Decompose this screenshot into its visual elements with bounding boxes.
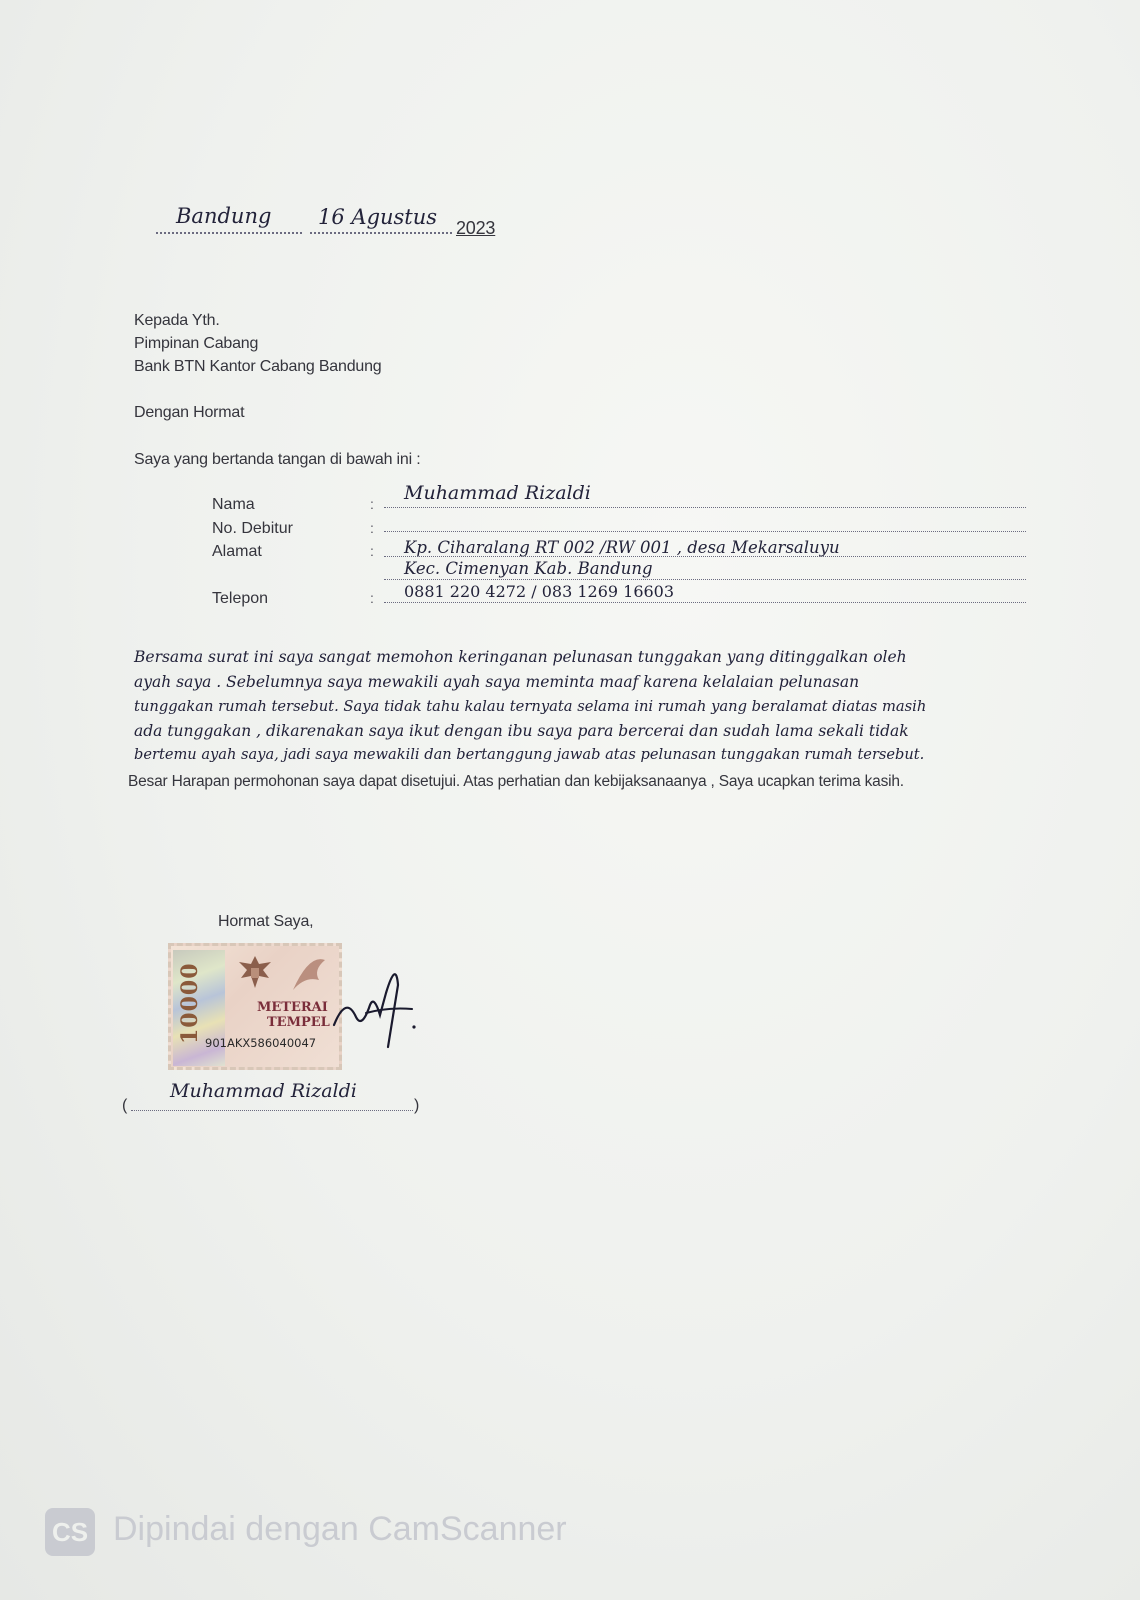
signature-open-paren: ( xyxy=(122,1097,128,1114)
field-label-no-debitur: No. Debitur xyxy=(212,520,293,537)
city-dotted-line xyxy=(156,232,302,234)
header-year: 2023 xyxy=(456,218,496,238)
recipient-line-1: Kepada Yth. xyxy=(134,312,220,329)
stamp-text-1: METERAI xyxy=(257,1000,328,1015)
body-line-4: ada tunggakan , dikarenakan saya ikut dengan ibu saya para bercerai dan sudah lama sekali tidak xyxy=(134,722,909,740)
body-line-3: tunggakan rumah tersebut. Saya tidak tahu kalau ternyata selama ini rumah yang beralamat diatas masih xyxy=(134,698,927,715)
closing-line: Besar Harapan permohonan saya dapat disetujui. Atas perhatian dan kebijaksanaanya , Saya ucapkan terima kasih. xyxy=(128,773,904,790)
field-colon: : xyxy=(370,543,374,559)
field-value-alamat-2: Kec. Cimenyan Kab. Bandung xyxy=(404,559,653,578)
garuda-emblem-icon xyxy=(233,952,277,996)
stamp-serial: 901AKX586040047 xyxy=(205,1036,317,1050)
field-label-nama: Nama xyxy=(212,496,255,513)
field-line-nama xyxy=(384,507,1026,508)
greeting: Dengan Hormat xyxy=(134,404,245,421)
field-line-alamat-2 xyxy=(384,579,1026,580)
field-colon: : xyxy=(370,520,374,536)
recipient-line-3: Bank BTN Kantor Cabang Bandung xyxy=(134,358,382,375)
body-line-2: ayah saya . Sebelumnya saya mewakili ayah saya meminta maaf karena kelalaian pelunasan xyxy=(134,673,860,691)
ornament-icon xyxy=(289,950,329,994)
stamp-value: 10000 xyxy=(177,962,203,1044)
signature-salutation: Hormat Saya, xyxy=(218,913,314,930)
intro: Saya yang bertanda tangan di bawah ini : xyxy=(134,451,421,468)
header-date: 16 Agustus xyxy=(318,205,438,229)
field-label-telepon: Telepon xyxy=(212,590,269,607)
signature-close-paren: ) xyxy=(414,1097,420,1114)
camscanner-logo-icon xyxy=(45,1508,95,1556)
signature-name: Muhammad Rizaldi xyxy=(170,1080,357,1102)
body-line-1: Bersama surat ini saya sangat memohon keringanan pelunasan tunggakan yang ditinggalkan oleh xyxy=(134,648,907,666)
signature-scribble xyxy=(326,955,436,1055)
recipient-line-2: Pimpinan Cabang xyxy=(134,335,259,352)
field-label-alamat: Alamat xyxy=(212,543,262,560)
field-value-nama: Muhammad Rizaldi xyxy=(404,482,591,504)
field-value-alamat-1: Kp. Ciharalang RT 002 /RW 001 , desa Mekarsaluyu xyxy=(404,538,840,557)
stamp-text-2: TEMPEL xyxy=(267,1015,330,1030)
signature-dotted-line xyxy=(131,1110,413,1111)
meterai-stamp xyxy=(168,943,342,1070)
field-line-alamat-1 xyxy=(384,556,1026,557)
camscanner-logo-text: CS xyxy=(51,1517,89,1547)
field-value-telepon: 0881 220 4272 / 083 1269 16603 xyxy=(404,582,675,601)
field-colon: : xyxy=(370,496,374,512)
camscanner-text: Dipindai dengan CamScanner xyxy=(113,1510,567,1548)
field-line-telepon xyxy=(384,602,1026,603)
field-colon: : xyxy=(370,590,374,606)
body-line-5: bertemu ayah saya, jadi saya mewakili dan bertanggung jawab atas pelunasan tunggakan rumah tersebut. xyxy=(134,746,925,763)
date-dotted-line xyxy=(310,232,452,234)
field-line-no-debitur xyxy=(384,531,1026,532)
header-city: Bandung xyxy=(176,204,272,228)
